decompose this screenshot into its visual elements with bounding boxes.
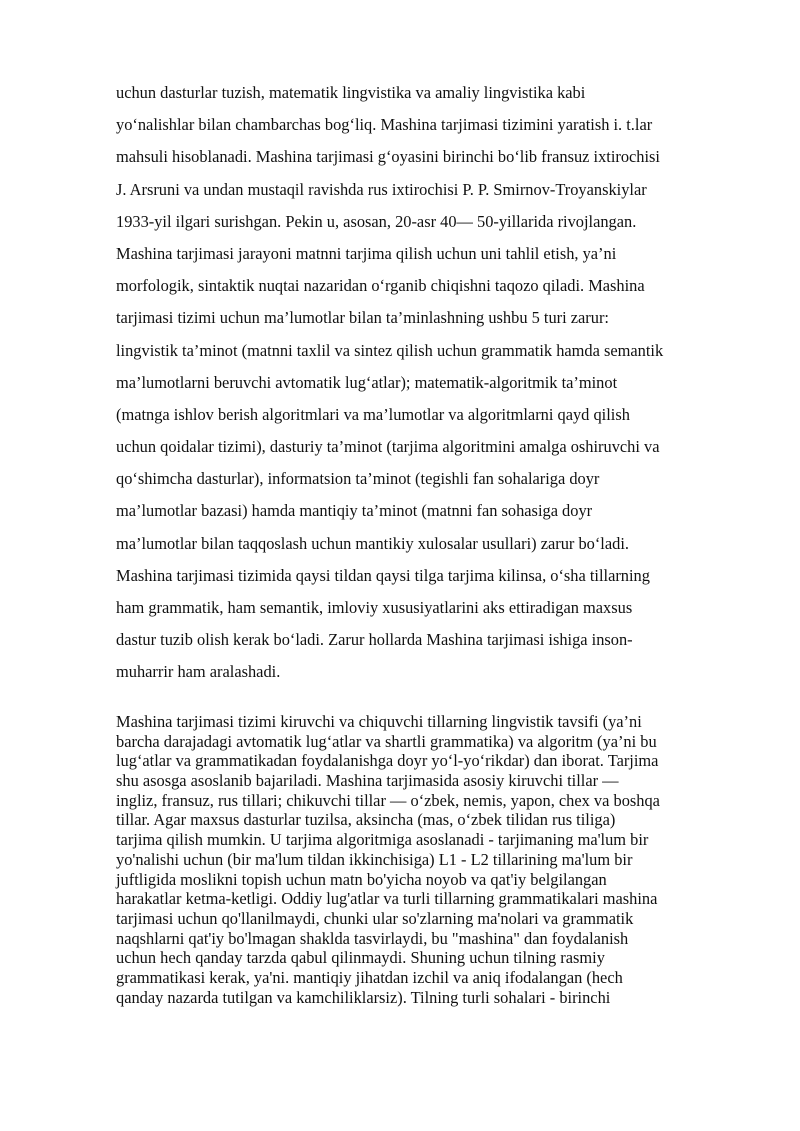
text-line: yo‘nalishlar bilan chambarchas bog‘liq. Mashina tarjimasi tizimini yaratish i. t.lar [116, 115, 653, 135]
text-line: (matnga ishlov berish algoritmlari va ma’lumotlar va algoritmlarni qayd qilish [116, 404, 630, 424]
text-line: ma’lumotlar bilan taqqoslash uchun mantikiy xulosalar usullari) zarur bo‘ladi. [116, 533, 629, 553]
text-line: juftligida moslikni topish uchun matn bo'yicha noyob va qat'iy belgilangan [116, 869, 607, 889]
text-line: dastur tuzib olish kerak bo‘ladi. Zarur hollarda Mashina tarjimasi ishiga inson- [116, 630, 633, 650]
text-line: qo‘shimcha dasturlar), informatsion ta’minot (tegishli fan sohalariga doyr [116, 469, 600, 489]
text-line: uchun qoidalar tizimi), dasturiy ta’minot (tarjima algoritmini amalga oshiruvchi va [116, 437, 660, 457]
text-line: qanday nazarda tutilgan va kamchiliklarsiz). Tilning turli sohalari - birinchi [116, 987, 611, 1007]
text-line: ham grammatik, ham semantik, imloviy xususiyatlarini aks ettiradigan maxsus [116, 598, 633, 617]
text-line: Mashina tarjimasi tizimida qaysi tildan qaysi tilga tarjima kilinsa, o‘sha tillarning [116, 565, 650, 585]
text-line: lingvistik ta’minot (matnni taxlil va sintez qilish uchun grammatik hamda semantik [116, 340, 664, 360]
text-line: ma’lumotlarni beruvchi avtomatik lug‘atlar); matematik-algoritmik ta’minot [116, 372, 618, 392]
text-line: J. Arsruni va undan mustaqil ravishda rus ixtirochisi P. P. Smirnov-Troyanskiylar [116, 179, 647, 199]
text-line: uchun dasturlar tuzish, matematik lingvistika va amaliy lingvistika kabi [116, 83, 586, 102]
text-line: harakatlar ketma-ketligi. Oddiy lug'atlar va turli tillarning grammatikalari mashina [116, 889, 658, 909]
text-line: barcha darajadagi avtomatik lug‘atlar va shartli grammatika) va algoritm (ya’ni bu [116, 731, 657, 751]
text-line: Mashina tarjimasi jarayoni matnni tarjima qilish uchun uni tahlil etish, ya’ni [116, 243, 617, 263]
text-line: uchun hech qanday tarzda qabul qilinmaydi. Shuning uchun tilning rasmiy [116, 948, 605, 968]
text-line: tarjimasi uchun qo'llanilmaydi, chunki ular so'zlarning ma'nolari va grammatik [116, 908, 634, 928]
text-line: yo'nalishi uchun (bir ma'lum tildan ikkinchisiga) L1 - L2 tillarining ma'lum bir [116, 849, 633, 869]
text-line: shu asosga asoslanib bajariladi. Mashina tarjimasida asosiy kiruvchi tillar — [116, 771, 619, 791]
text-line: naqshlarni qat'iy bo'lmagan shaklda tasvirlaydi, bu "mashina" dan foydalanish [116, 928, 629, 948]
text-line: muharrir ham aralashadi. [116, 662, 281, 682]
text-line: tarjima qilish mumkin. U tarjima algoritmiga asoslanadi - tarjimaning ma'lum bir [116, 830, 649, 850]
text-line: 1933-yil ilgari surishgan. Pekin u, asosan, 20-asr 40— 50-yillarida rivojlangan. [116, 211, 637, 231]
paragraph-double-spaced [116, 77, 746, 689]
text-line: Mashina tarjimasi tizimi kiruvchi va chiquvchi tillarning lingvistik tavsifi (ya’ni [116, 712, 642, 731]
text-line: tillar. Agar maxsus dasturlar tuzilsa, aksincha (mas, o‘zbek tilidan rus tiliga) [116, 810, 616, 830]
text-line: mahsuli hisoblanadi. Mashina tarjimasi g‘oyasini birinchi bo‘lib fransuz ixtirochisi [116, 147, 660, 167]
text-line: tarjimasi tizimi uchun ma’lumotlar bilan ta’minlashning ushbu 5 turi zarur: [116, 308, 609, 328]
text-line: lug‘atlar va grammatikadan foydalanishga doyr yo‘l-yo‘rikdar) dan iborat. Tarjima [116, 751, 659, 771]
text-line: ingliz, fransuz, rus tillari; chikuvchi tillar — o‘zbek, nemis, yapon, chex va boshqa [116, 790, 660, 810]
text-line: grammatikasi kerak, ya'ni. mantiqiy jihatdan izchil va aniq ifodalangan (hech [116, 967, 623, 987]
text-line: morfologik, sintaktik nuqtai nazaridan o‘rganib chiqishni taqozo qiladi. Mashina [116, 276, 645, 296]
paragraph-single-spaced [116, 712, 746, 1007]
text-line: ma’lumotlar bazasi) hamda mantiqiy ta’minot (matnni fan sohasiga doyr [116, 501, 593, 521]
